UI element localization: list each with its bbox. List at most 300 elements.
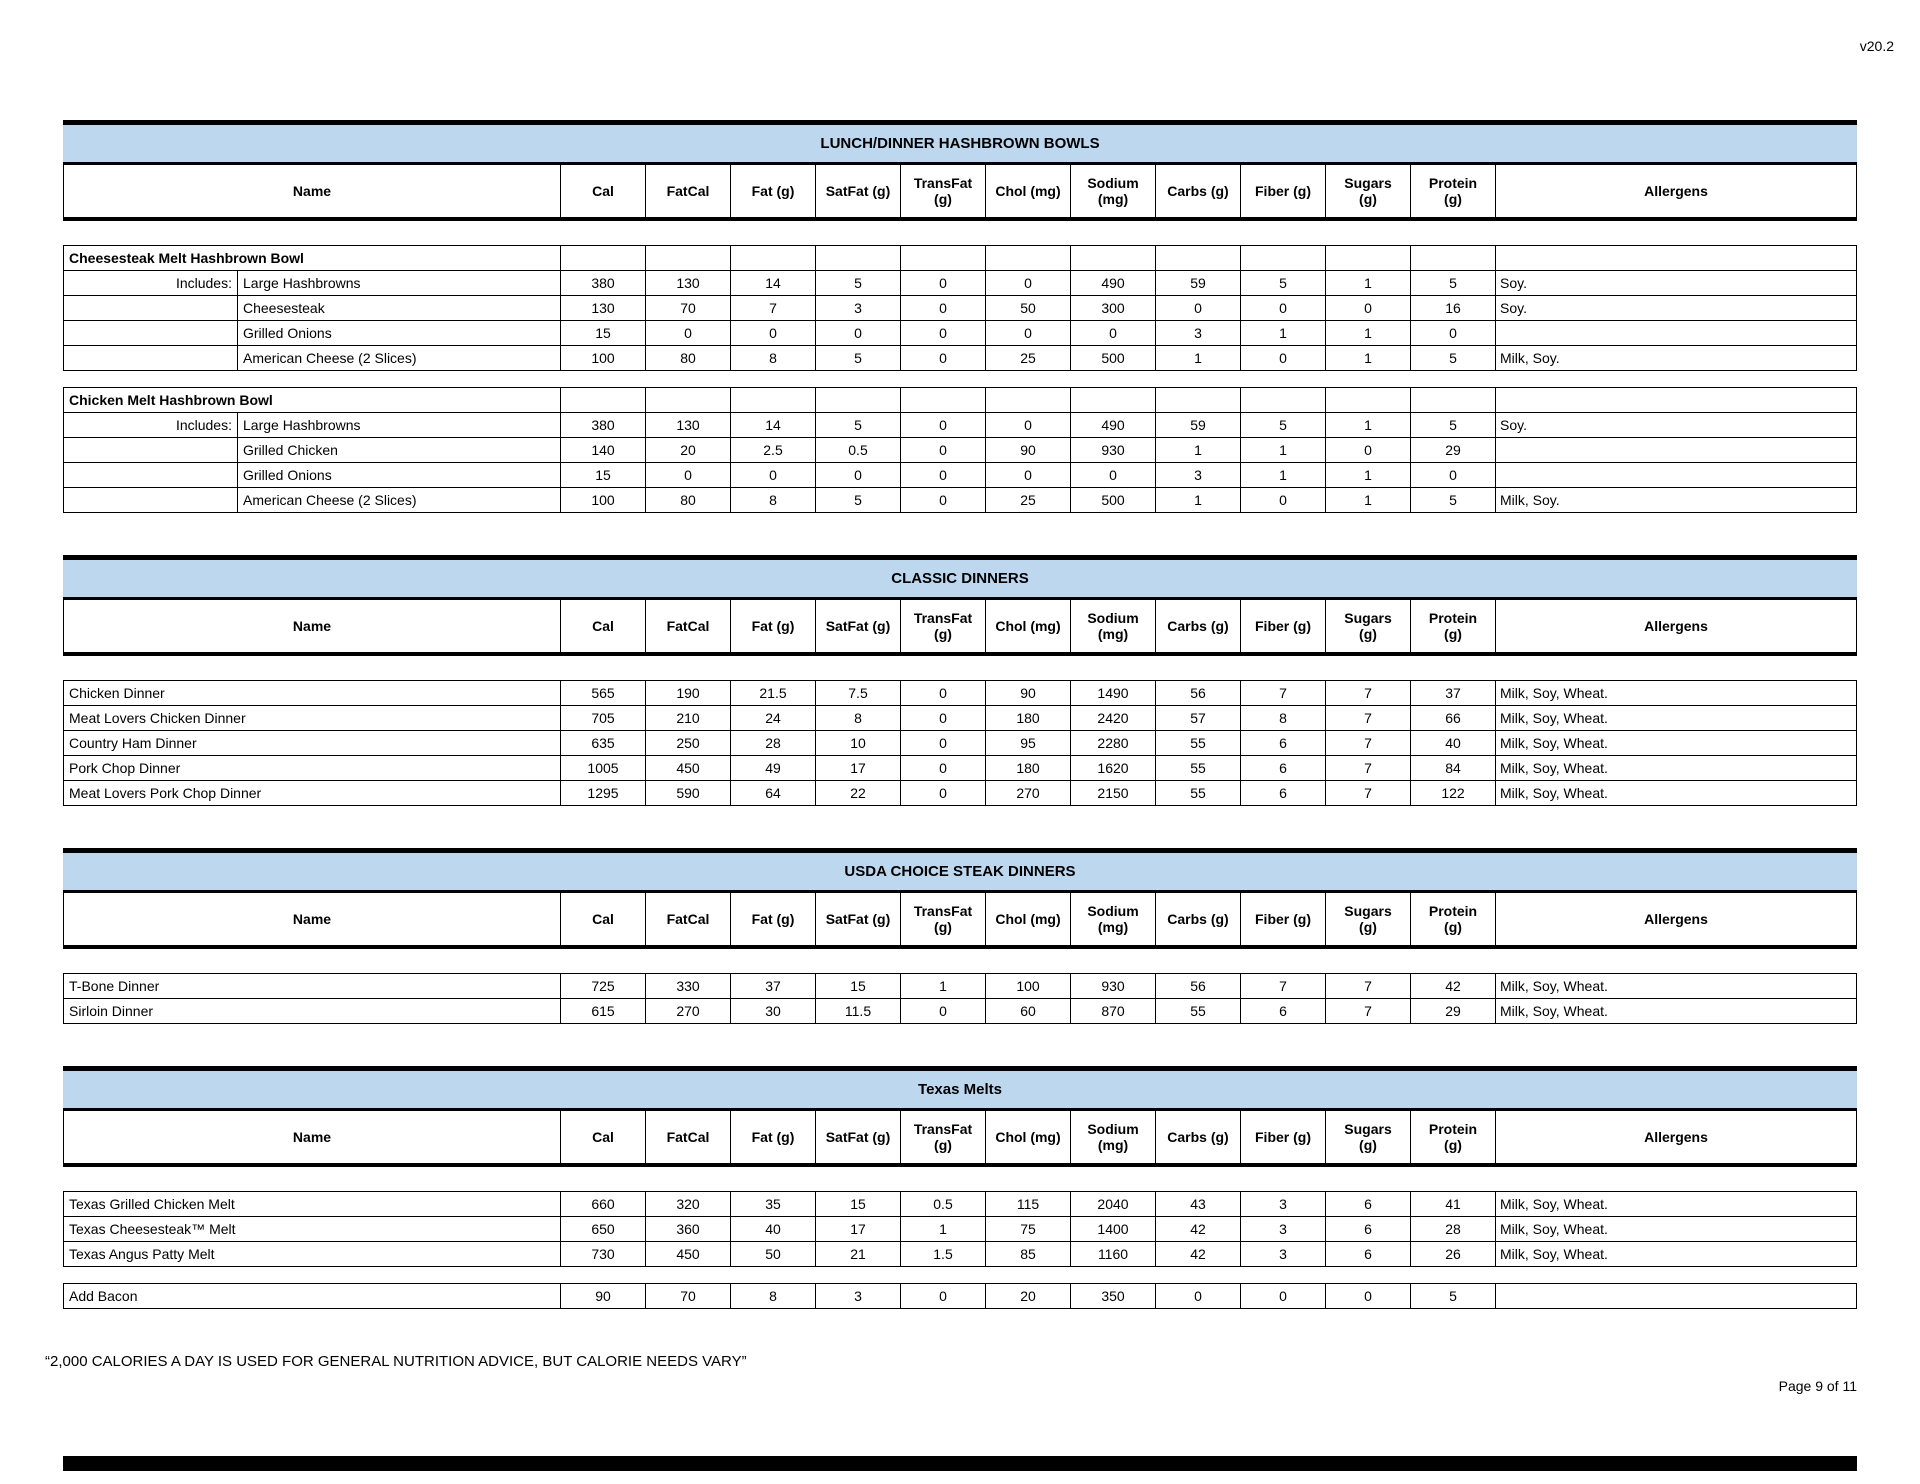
nutrition-value: 1	[901, 1217, 986, 1242]
nutrition-value: 0	[986, 271, 1071, 296]
nutrition-value: 22	[816, 781, 901, 806]
table-row	[64, 706, 1857, 731]
nutrition-value: 6	[1326, 1242, 1411, 1267]
version-label: v20.2	[1859, 38, 1894, 54]
nutrition-value: 1	[1326, 346, 1411, 371]
empty-cell	[646, 388, 731, 413]
nutrition-value: 2040	[1071, 1192, 1156, 1217]
nutrition-value: 930	[1071, 438, 1156, 463]
section-title: LUNCH/DINNER HASHBROWN BOWLS	[63, 120, 1857, 165]
nutrition-value: 565	[561, 681, 646, 706]
column-header: FatCal	[646, 1111, 731, 1163]
nutrition-value: 0	[986, 463, 1071, 488]
table-row	[64, 296, 1857, 321]
nutrition-value: 5	[816, 346, 901, 371]
column-header: Allergens	[1496, 893, 1857, 945]
column-header: Protein (g)	[1411, 1111, 1496, 1163]
nutrition-value: 0	[901, 731, 986, 756]
nutrition-value: 270	[646, 999, 731, 1024]
nutrition-value: 320	[646, 1192, 731, 1217]
table-row	[64, 1192, 1857, 1217]
column-header: TransFat (g)	[901, 1111, 986, 1163]
nutrition-value: 10	[816, 731, 901, 756]
nutrition-value: 2420	[1071, 706, 1156, 731]
empty-cell	[1156, 246, 1241, 271]
nutrition-value: 0	[901, 346, 986, 371]
item-name: Grilled Chicken	[238, 438, 561, 463]
allergens-value	[1496, 321, 1857, 346]
nutrition-value: 90	[986, 438, 1071, 463]
item-name: Texas Angus Patty Melt	[64, 1242, 561, 1267]
nutrition-value: 3	[1156, 321, 1241, 346]
table-row	[64, 463, 1857, 488]
section	[63, 848, 1857, 1024]
column-header: FatCal	[646, 600, 731, 652]
nutrition-value: 270	[986, 781, 1071, 806]
nutrition-value: 0	[1071, 321, 1156, 346]
nutrition-value: 84	[1411, 756, 1496, 781]
nutrition-value: 490	[1071, 271, 1156, 296]
item-name: Cheesesteak	[238, 296, 561, 321]
section	[63, 1066, 1857, 1309]
includes-label	[64, 463, 238, 488]
empty-cell	[1411, 246, 1496, 271]
nutrition-value: 0	[1326, 296, 1411, 321]
nutrition-value: 0	[1071, 463, 1156, 488]
nutrition-value: 80	[646, 346, 731, 371]
column-header: Sodium (mg)	[1071, 1111, 1156, 1163]
nutrition-value: 85	[986, 1242, 1071, 1267]
nutrition-value: 140	[561, 438, 646, 463]
nutrition-value: 100	[986, 974, 1071, 999]
empty-cell	[1071, 246, 1156, 271]
nutrition-value: 41	[1411, 1192, 1496, 1217]
nutrition-value: 1	[1326, 271, 1411, 296]
nutrition-value: 95	[986, 731, 1071, 756]
nutrition-value: 28	[731, 731, 816, 756]
column-header-row	[63, 893, 1857, 949]
nutrition-value: 380	[561, 413, 646, 438]
item-name: Add Bacon	[64, 1284, 561, 1309]
nutrition-value: 1	[1156, 488, 1241, 513]
nutrition-value: 60	[986, 999, 1071, 1024]
item-name: Texas Cheesesteak™ Melt	[64, 1217, 561, 1242]
column-header: Sodium (mg)	[1071, 600, 1156, 652]
nutrition-value: 0	[901, 321, 986, 346]
table-row	[64, 488, 1857, 513]
item-name: Meat Lovers Pork Chop Dinner	[64, 781, 561, 806]
column-header: Sodium (mg)	[1071, 893, 1156, 945]
nutrition-value: 0.5	[816, 438, 901, 463]
nutrition-value: 1	[1156, 438, 1241, 463]
nutrition-value: 450	[646, 1242, 731, 1267]
column-header: Carbs (g)	[1156, 600, 1241, 652]
nutrition-value: 57	[1156, 706, 1241, 731]
allergens-value: Milk, Soy, Wheat.	[1496, 781, 1857, 806]
includes-label: Includes:	[64, 413, 238, 438]
table-row	[64, 681, 1857, 706]
column-header: Cal	[561, 893, 646, 945]
nutrition-value: 59	[1156, 413, 1241, 438]
nutrition-value: 11.5	[816, 999, 901, 1024]
table-block	[63, 245, 1857, 371]
nutrition-value: 56	[1156, 974, 1241, 999]
bottom-bar	[63, 1456, 1857, 1471]
nutrition-value: 35	[731, 1192, 816, 1217]
table-row	[64, 1217, 1857, 1242]
nutrition-tables	[63, 120, 1857, 1309]
nutrition-value: 29	[1411, 999, 1496, 1024]
nutrition-value: 21	[816, 1242, 901, 1267]
nutrition-value: 1	[1326, 413, 1411, 438]
table-block	[63, 680, 1857, 806]
nutrition-value: 615	[561, 999, 646, 1024]
column-header-row	[63, 165, 1857, 221]
allergens-value: Soy.	[1496, 296, 1857, 321]
nutrition-value: 0	[646, 463, 731, 488]
section-title: USDA CHOICE STEAK DINNERS	[63, 848, 1857, 893]
nutrition-value: 6	[1241, 731, 1326, 756]
nutrition-value: 0	[1156, 1284, 1241, 1309]
column-header: SatFat (g)	[816, 165, 901, 217]
table-row	[64, 731, 1857, 756]
column-header: Name	[64, 600, 561, 652]
section	[63, 120, 1857, 513]
nutrition-value: 870	[1071, 999, 1156, 1024]
nutrition-value: 7	[1326, 681, 1411, 706]
empty-cell	[816, 388, 901, 413]
table-block	[63, 387, 1857, 513]
nutrition-value: 66	[1411, 706, 1496, 731]
nutrition-value: 0	[816, 321, 901, 346]
column-header-row	[63, 1111, 1857, 1167]
column-header: FatCal	[646, 165, 731, 217]
nutrition-value: 70	[646, 1284, 731, 1309]
nutrition-value: 2.5	[731, 438, 816, 463]
nutrition-value: 7	[1326, 974, 1411, 999]
nutrition-value: 25	[986, 346, 1071, 371]
column-header: Protein (g)	[1411, 893, 1496, 945]
nutrition-value: 20	[986, 1284, 1071, 1309]
allergens-value: Milk, Soy.	[1496, 488, 1857, 513]
section	[63, 555, 1857, 806]
nutrition-value: 122	[1411, 781, 1496, 806]
empty-cell	[1496, 388, 1857, 413]
nutrition-value: 0	[901, 999, 986, 1024]
nutrition-value: 3	[1156, 463, 1241, 488]
nutrition-value: 100	[561, 346, 646, 371]
includes-label	[64, 488, 238, 513]
nutrition-value: 90	[986, 681, 1071, 706]
column-header: Carbs (g)	[1156, 165, 1241, 217]
group-name: Cheesesteak Melt Hashbrown Bowl	[64, 246, 561, 271]
column-header: SatFat (g)	[816, 893, 901, 945]
empty-cell	[816, 246, 901, 271]
nutrition-value: 5	[1411, 271, 1496, 296]
column-header: Carbs (g)	[1156, 1111, 1241, 1163]
nutrition-value: 3	[816, 296, 901, 321]
column-header: Sugars (g)	[1326, 165, 1411, 217]
column-header: Protein (g)	[1411, 600, 1496, 652]
nutrition-value: 14	[731, 413, 816, 438]
allergens-value: Milk, Soy, Wheat.	[1496, 1192, 1857, 1217]
nutrition-value: 7	[1326, 756, 1411, 781]
nutrition-value: 6	[1241, 756, 1326, 781]
column-header: Name	[64, 1111, 561, 1163]
spacer	[63, 656, 1857, 680]
nutrition-value: 90	[561, 1284, 646, 1309]
nutrition-value: 0	[901, 681, 986, 706]
nutrition-value: 24	[731, 706, 816, 731]
nutrition-value: 0	[901, 488, 986, 513]
nutrition-value: 180	[986, 706, 1071, 731]
nutrition-value: 1	[1241, 321, 1326, 346]
allergens-value: Milk, Soy.	[1496, 346, 1857, 371]
spacer	[63, 1167, 1857, 1191]
nutrition-value: 2150	[1071, 781, 1156, 806]
allergens-value	[1496, 1284, 1857, 1309]
nutrition-value: 490	[1071, 413, 1156, 438]
column-header: Cal	[561, 165, 646, 217]
nutrition-value: 115	[986, 1192, 1071, 1217]
empty-cell	[731, 246, 816, 271]
nutrition-value: 42	[1411, 974, 1496, 999]
group-name: Chicken Melt Hashbrown Bowl	[64, 388, 561, 413]
table-row	[64, 346, 1857, 371]
empty-cell	[1241, 388, 1326, 413]
nutrition-value: 705	[561, 706, 646, 731]
column-header: Fat (g)	[731, 600, 816, 652]
item-name: Texas Grilled Chicken Melt	[64, 1192, 561, 1217]
includes-label	[64, 296, 238, 321]
nutrition-value: 5	[1411, 413, 1496, 438]
nutrition-value: 0	[901, 413, 986, 438]
nutrition-value: 7	[1241, 974, 1326, 999]
column-header: Cal	[561, 600, 646, 652]
table-row	[64, 974, 1857, 999]
empty-cell	[1326, 246, 1411, 271]
nutrition-value: 1	[901, 974, 986, 999]
nutrition-value: 59	[1156, 271, 1241, 296]
column-header: Chol (mg)	[986, 893, 1071, 945]
nutrition-value: 5	[1241, 413, 1326, 438]
nutrition-value: 0	[1326, 438, 1411, 463]
nutrition-value: 28	[1411, 1217, 1496, 1242]
column-header: Fat (g)	[731, 893, 816, 945]
item-name: Pork Chop Dinner	[64, 756, 561, 781]
nutrition-value: 55	[1156, 731, 1241, 756]
table-block	[63, 1191, 1857, 1267]
calorie-disclaimer: “2,000 CALORIES A DAY IS USED FOR GENERAL NUTRITION ADVICE, BUT CALORIE NEEDS VARY”	[45, 1353, 747, 1370]
spacer	[63, 371, 1857, 387]
nutrition-value: 49	[731, 756, 816, 781]
nutrition-value: 650	[561, 1217, 646, 1242]
nutrition-value: 6	[1241, 999, 1326, 1024]
empty-cell	[1241, 246, 1326, 271]
nutrition-value: 55	[1156, 999, 1241, 1024]
nutrition-value: 1	[1241, 438, 1326, 463]
nutrition-value: 15	[561, 321, 646, 346]
includes-label	[64, 346, 238, 371]
nutrition-value: 930	[1071, 974, 1156, 999]
column-header-row	[63, 600, 1857, 656]
column-header: Chol (mg)	[986, 600, 1071, 652]
nutrition-value: 0	[1156, 296, 1241, 321]
nutrition-value: 1.5	[901, 1242, 986, 1267]
nutrition-value: 55	[1156, 781, 1241, 806]
nutrition-value: 50	[986, 296, 1071, 321]
item-name: Sirloin Dinner	[64, 999, 561, 1024]
section-title: Texas Melts	[63, 1066, 1857, 1111]
column-header: Fiber (g)	[1241, 165, 1326, 217]
nutrition-value: 75	[986, 1217, 1071, 1242]
nutrition-value: 56	[1156, 681, 1241, 706]
nutrition-value: 1	[1156, 346, 1241, 371]
spacer	[63, 949, 1857, 973]
nutrition-value: 1	[1326, 488, 1411, 513]
column-header: SatFat (g)	[816, 600, 901, 652]
empty-cell	[561, 388, 646, 413]
nutrition-value: 500	[1071, 488, 1156, 513]
nutrition-value: 8	[731, 346, 816, 371]
nutrition-value: 5	[816, 413, 901, 438]
item-name: Large Hashbrowns	[238, 413, 561, 438]
nutrition-value: 130	[646, 413, 731, 438]
table-row	[64, 999, 1857, 1024]
nutrition-value: 7	[1326, 706, 1411, 731]
table-block	[63, 1283, 1857, 1309]
column-header: Allergens	[1496, 165, 1857, 217]
section-title: CLASSIC DINNERS	[63, 555, 1857, 600]
nutrition-value: 43	[1156, 1192, 1241, 1217]
item-name: Chicken Dinner	[64, 681, 561, 706]
column-header: Fat (g)	[731, 1111, 816, 1163]
nutrition-value: 1	[1241, 463, 1326, 488]
nutrition-value: 635	[561, 731, 646, 756]
allergens-value: Milk, Soy, Wheat.	[1496, 756, 1857, 781]
nutrition-value: 5	[1411, 488, 1496, 513]
nutrition-value: 6	[1326, 1217, 1411, 1242]
includes-label	[64, 321, 238, 346]
nutrition-value: 64	[731, 781, 816, 806]
nutrition-value: 5	[1411, 1284, 1496, 1309]
column-header: Allergens	[1496, 1111, 1857, 1163]
empty-cell	[901, 246, 986, 271]
nutrition-value: 26	[1411, 1242, 1496, 1267]
nutrition-value: 50	[731, 1242, 816, 1267]
nutrition-value: 40	[731, 1217, 816, 1242]
nutrition-value: 15	[561, 463, 646, 488]
nutrition-value: 55	[1156, 756, 1241, 781]
column-header: Sugars (g)	[1326, 600, 1411, 652]
nutrition-value: 0	[816, 463, 901, 488]
nutrition-value: 330	[646, 974, 731, 999]
item-name: Meat Lovers Chicken Dinner	[64, 706, 561, 731]
nutrition-value: 3	[1241, 1217, 1326, 1242]
column-header: Chol (mg)	[986, 1111, 1071, 1163]
nutrition-value: 42	[1156, 1242, 1241, 1267]
nutrition-value: 0	[901, 271, 986, 296]
nutrition-value: 1295	[561, 781, 646, 806]
column-header: Cal	[561, 1111, 646, 1163]
nutrition-value: 7.5	[816, 681, 901, 706]
column-header: Protein (g)	[1411, 165, 1496, 217]
nutrition-value: 6	[1326, 1192, 1411, 1217]
column-header: Carbs (g)	[1156, 893, 1241, 945]
nutrition-value: 0	[986, 413, 1071, 438]
empty-cell	[646, 246, 731, 271]
nutrition-value: 0	[1241, 1284, 1326, 1309]
nutrition-value: 1490	[1071, 681, 1156, 706]
page-footer	[45, 1353, 1857, 1394]
nutrition-value: 3	[1241, 1192, 1326, 1217]
empty-cell	[901, 388, 986, 413]
nutrition-value: 37	[731, 974, 816, 999]
column-header: Name	[64, 165, 561, 217]
nutrition-value: 1	[1326, 463, 1411, 488]
empty-cell	[1496, 246, 1857, 271]
empty-cell	[1326, 388, 1411, 413]
nutrition-value: 1160	[1071, 1242, 1156, 1267]
nutrition-value: 8	[816, 706, 901, 731]
nutrition-value: 210	[646, 706, 731, 731]
table-row	[64, 781, 1857, 806]
nutrition-value: 15	[816, 974, 901, 999]
nutrition-value: 1	[1326, 321, 1411, 346]
nutrition-value: 190	[646, 681, 731, 706]
empty-cell	[1411, 388, 1496, 413]
nutrition-value: 0	[1326, 1284, 1411, 1309]
nutrition-value: 7	[1326, 781, 1411, 806]
allergens-value: Milk, Soy, Wheat.	[1496, 974, 1857, 999]
table-row	[64, 1242, 1857, 1267]
allergens-value: Milk, Soy, Wheat.	[1496, 1217, 1857, 1242]
allergens-value: Milk, Soy, Wheat.	[1496, 706, 1857, 731]
nutrition-value: 17	[816, 1217, 901, 1242]
table-block	[63, 973, 1857, 1024]
nutrition-value: 6	[1241, 781, 1326, 806]
empty-cell	[1071, 388, 1156, 413]
nutrition-value: 7	[1326, 731, 1411, 756]
nutrition-value: 130	[646, 271, 731, 296]
nutrition-value: 70	[646, 296, 731, 321]
nutrition-value: 730	[561, 1242, 646, 1267]
item-name: Grilled Onions	[238, 463, 561, 488]
nutrition-value: 1005	[561, 756, 646, 781]
allergens-value: Milk, Soy, Wheat.	[1496, 999, 1857, 1024]
nutrition-value: 20	[646, 438, 731, 463]
nutrition-value: 16	[1411, 296, 1496, 321]
empty-cell	[1156, 388, 1241, 413]
allergens-value	[1496, 438, 1857, 463]
column-header: Sugars (g)	[1326, 1111, 1411, 1163]
table-row	[64, 413, 1857, 438]
column-header: Allergens	[1496, 600, 1857, 652]
empty-cell	[731, 388, 816, 413]
nutrition-value: 0	[901, 463, 986, 488]
column-header: TransFat (g)	[901, 600, 986, 652]
nutrition-value: 0	[1241, 296, 1326, 321]
column-header: TransFat (g)	[901, 893, 986, 945]
nutrition-value: 80	[646, 488, 731, 513]
item-name: Grilled Onions	[238, 321, 561, 346]
nutrition-value: 350	[1071, 1284, 1156, 1309]
nutrition-value: 0	[1241, 488, 1326, 513]
nutrition-value: 37	[1411, 681, 1496, 706]
nutrition-value: 5	[1411, 346, 1496, 371]
nutrition-value: 3	[1241, 1242, 1326, 1267]
nutrition-value: 380	[561, 271, 646, 296]
